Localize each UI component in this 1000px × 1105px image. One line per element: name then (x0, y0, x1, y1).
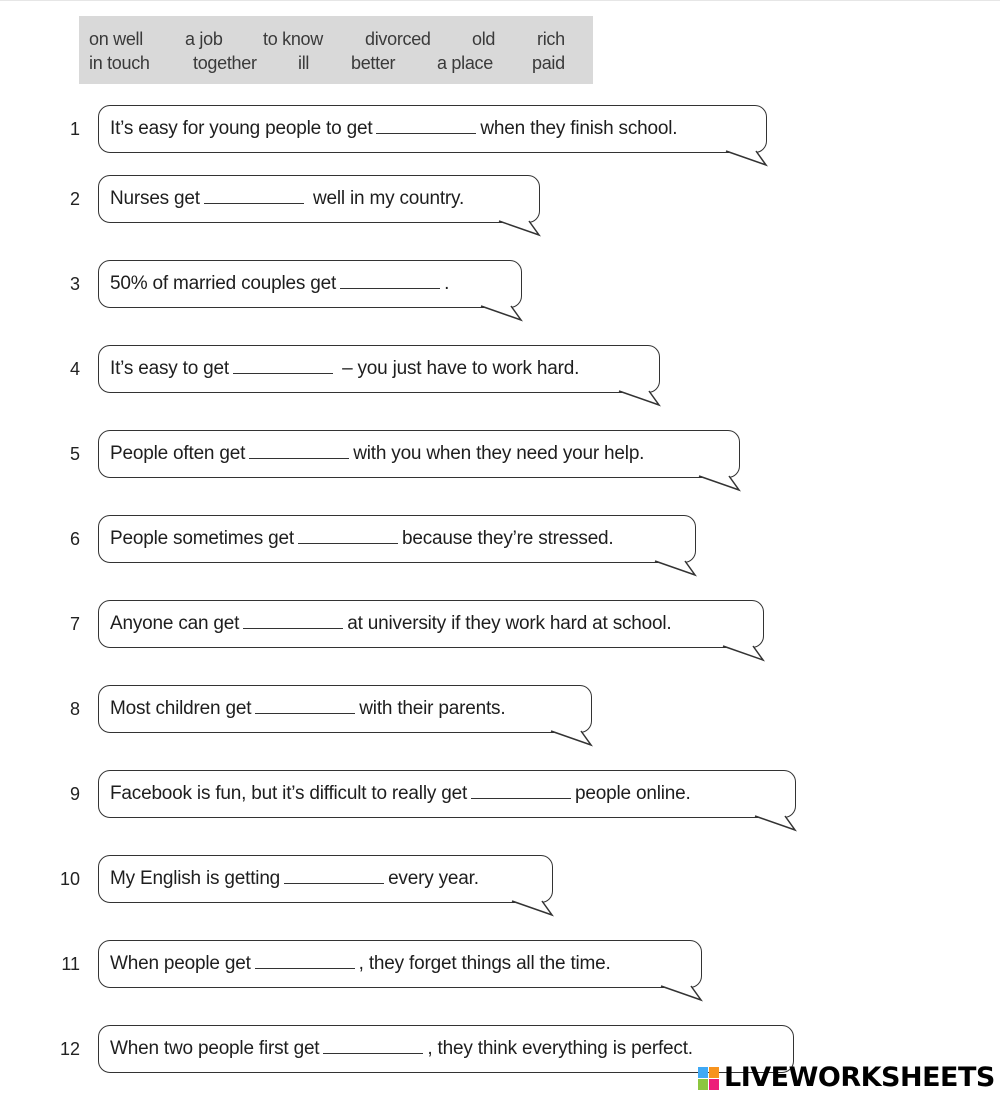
word-bank-word: to know (263, 29, 323, 49)
speech-bubble-tail (653, 559, 703, 579)
answer-blank[interactable] (255, 968, 355, 969)
item-number: 7 (69, 614, 80, 634)
answer-blank[interactable] (298, 543, 398, 544)
speech-bubble-tail (549, 729, 599, 749)
item-number: 3 (69, 274, 80, 294)
exercise-item (0, 175, 1000, 255)
sentence-start: Most children get (110, 698, 252, 719)
answer-blank[interactable] (471, 798, 571, 799)
sentence (110, 783, 691, 805)
sentence-start: When people get (110, 953, 251, 974)
exercise-item (0, 515, 1000, 595)
sentence (110, 868, 479, 890)
answer-blank[interactable] (284, 883, 384, 884)
exercise-item (0, 345, 1000, 425)
sentence (110, 118, 677, 140)
logo-text: LIVEWORKSHEETS (724, 1062, 995, 1093)
liveworksheets-logo-icon (698, 1067, 720, 1091)
sentence-end: when they finish school. (480, 118, 678, 139)
sentence-end: – you just have to work hard. (342, 358, 580, 379)
sentence (110, 613, 672, 635)
answer-blank[interactable] (243, 628, 343, 629)
speech-bubble-tail (617, 389, 667, 409)
answer-blank[interactable] (255, 713, 355, 714)
answer-blank[interactable] (233, 373, 333, 374)
item-number: 2 (69, 189, 80, 209)
sentence-end: because they’re stressed. (402, 528, 614, 549)
item-number: 12 (59, 1039, 80, 1059)
word-bank-word: better (351, 53, 396, 73)
item-number: 1 (69, 119, 80, 139)
sentence-end: with you when they need your help. (353, 443, 645, 464)
sentence-start: Facebook is fun, but it’s difficult to really get (110, 783, 468, 804)
word-bank (79, 16, 593, 84)
item-number: 10 (59, 869, 80, 889)
sentence-start: It’s easy to get (110, 358, 229, 379)
sentence-end: , they think everything is perfect. (427, 1038, 693, 1059)
sentence (110, 528, 614, 550)
exercise-item (0, 105, 1000, 185)
speech-bubble-tail (697, 474, 747, 494)
sentence-start: 50% of married couples get (110, 273, 337, 294)
sentence-end: people online. (575, 783, 691, 804)
top-divider (0, 0, 1000, 6)
item-number: 4 (69, 359, 80, 379)
item-number: 6 (69, 529, 80, 549)
word-bank-word: together (193, 53, 257, 73)
sentence-end: every year. (388, 868, 479, 889)
sentence-start: People often get (110, 443, 246, 464)
word-bank-word: rich (537, 29, 565, 49)
speech-bubble-tail (659, 984, 709, 1004)
sentence (110, 443, 644, 465)
item-number: 8 (69, 699, 80, 719)
sentence (110, 1038, 693, 1060)
word-bank-word: old (472, 29, 496, 49)
word-bank-word: a place (437, 53, 493, 73)
speech-bubble-tail (497, 219, 547, 239)
sentence-start: When two people first get (110, 1038, 320, 1059)
sentence (110, 273, 449, 295)
sentence-start: People sometimes get (110, 528, 294, 549)
speech-bubble-tail (479, 304, 529, 324)
answer-blank[interactable] (323, 1053, 423, 1054)
exercise-item (0, 600, 1000, 680)
sentence (110, 953, 611, 975)
exercise-item (0, 770, 1000, 850)
speech-bubble-tail (724, 149, 774, 169)
speech-bubble-tail (510, 899, 560, 919)
liveworksheets-logo (698, 1062, 995, 1092)
exercise-item (0, 685, 1000, 765)
word-bank-word: ill (298, 53, 310, 73)
answer-blank[interactable] (249, 458, 349, 459)
exercise-item (0, 855, 1000, 935)
sentence (110, 698, 505, 720)
word-bank-word: divorced (365, 29, 431, 49)
word-bank-word: on well (89, 29, 143, 49)
sentence-end: with their parents. (359, 698, 506, 719)
item-number: 5 (69, 444, 80, 464)
sentence-end: , they forget things all the time. (358, 953, 611, 974)
sentence-start: Anyone can get (110, 613, 240, 634)
sentence-end: at university if they work hard at school. (347, 613, 672, 634)
sentence-end: . (444, 273, 450, 294)
speech-bubble-tail (721, 644, 771, 664)
answer-blank[interactable] (376, 133, 476, 134)
exercise-item (0, 430, 1000, 510)
sentence-start: It’s easy for young people to get (110, 118, 373, 139)
speech-bubble-tail (753, 814, 803, 834)
answer-blank[interactable] (340, 288, 440, 289)
exercise-item (0, 260, 1000, 340)
word-bank-word: in touch (89, 53, 150, 73)
answer-blank[interactable] (204, 203, 304, 204)
sentence-start: My English is getting (110, 868, 281, 889)
item-number: 9 (69, 784, 80, 804)
word-bank-word: a job (185, 29, 223, 49)
exercise-item (0, 940, 1000, 1020)
sentence (110, 358, 579, 380)
sentence-end: well in my country. (312, 188, 465, 209)
word-bank-word: paid (532, 53, 565, 73)
sentence-start: Nurses get (110, 188, 200, 209)
sentence (110, 188, 464, 210)
item-number: 11 (61, 954, 80, 974)
